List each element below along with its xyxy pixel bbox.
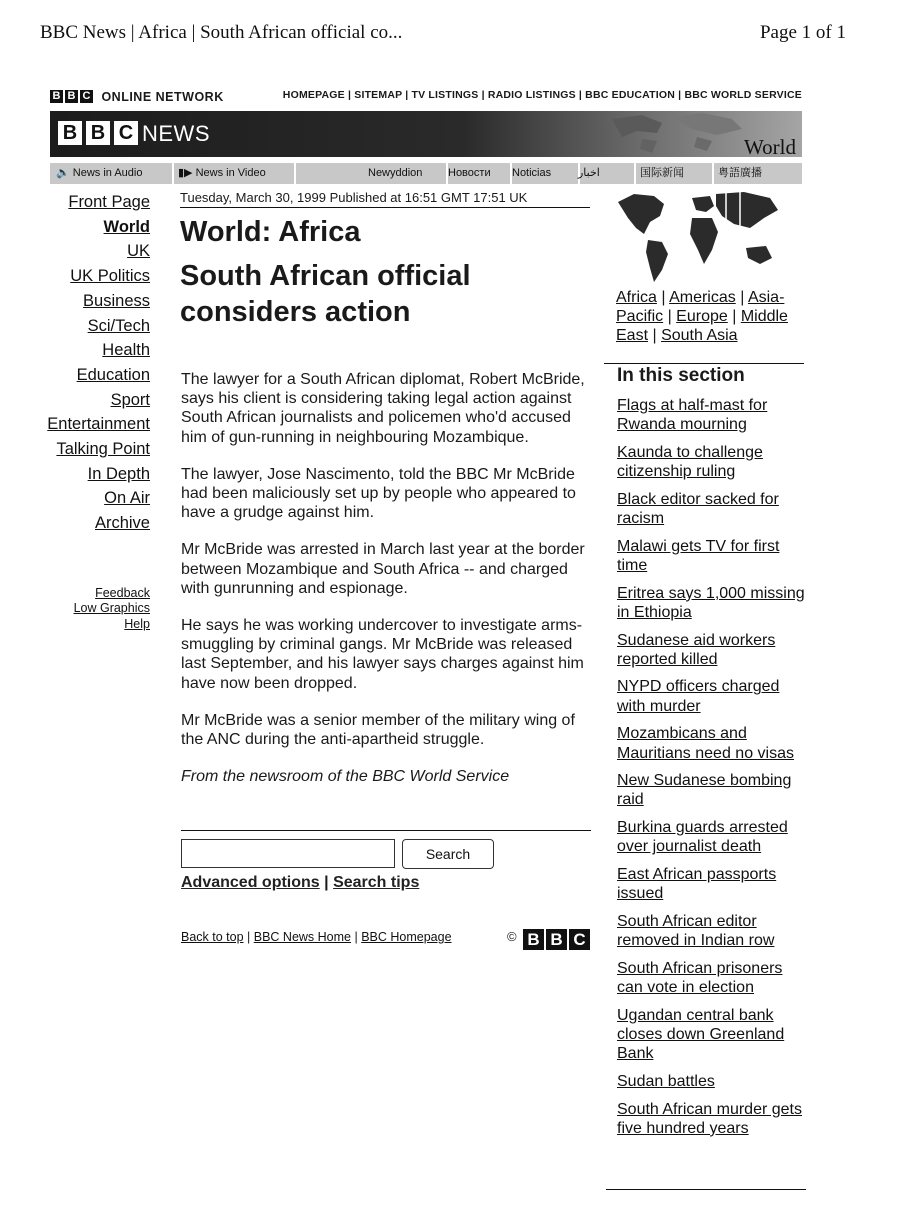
article-credit: From the newsroom of the BBC World Service: [181, 768, 510, 786]
article-paragraph: He says he was working undercover to investigate arms-smuggling by criminal gangs. Mr McBride was released last September, and his lawyer says charges against him have now been dropped.: [181, 617, 584, 692]
utility-links: [40, 586, 150, 633]
lang-welsh-link[interactable]: Newyddion: [362, 163, 448, 184]
divider: [181, 830, 591, 831]
left-navigation: [40, 190, 150, 632]
lang-arabic-link[interactable]: اخبار: [572, 163, 636, 184]
feedback-link[interactable]: Feedback: [95, 585, 150, 600]
nav-front-page[interactable]: Front Page: [68, 193, 150, 211]
world-map-icon[interactable]: [614, 188, 782, 286]
section-story-link[interactable]: Ugandan central bank closes down Greenland Bank: [617, 1006, 785, 1063]
page-number: Page 1 of 1: [759, 22, 846, 43]
section-story-link[interactable]: New Sudanese bombing raid: [617, 772, 792, 809]
footer-links: Back to top | BBC News Home | BBC Homepage: [181, 930, 452, 944]
article-paragraph: Mr McBride was a senior member of the military wing of the ANC during the anti-apartheid struggle.: [181, 711, 575, 749]
bbc-news-home-link[interactable]: BBC News Home: [253, 930, 351, 944]
lang-spanish-link[interactable]: Noticias: [506, 163, 580, 184]
footer-bbc-logo[interactable]: © B B C: [507, 929, 590, 950]
nav-sci-tech[interactable]: Sci/Tech: [87, 316, 150, 335]
in-this-section-heading: In this section: [617, 365, 745, 386]
nav-uk-politics[interactable]: UK Politics: [70, 267, 150, 286]
speaker-icon: 🔈: [56, 167, 70, 179]
world-map-graphic-icon: [602, 111, 762, 157]
region-americas-link[interactable]: Americas: [669, 289, 736, 306]
section-story-link[interactable]: Eritrea says 1,000 missing in Ethiopia: [617, 584, 805, 621]
network-bar: [50, 88, 802, 104]
section-story-link[interactable]: Flags at half-mast for Rwanda mourning: [617, 397, 768, 434]
lang-cantonese-link[interactable]: 粤語廣播: [718, 167, 762, 179]
section-story-link[interactable]: Sudanese aid workers reported killed: [617, 631, 776, 668]
nav-business[interactable]: Business: [83, 291, 150, 310]
article-paragraph: Mr McBride was arrested in March last year at the border between Mozambique and South Africa -- and charged with gunrunning and espionage.: [181, 541, 585, 597]
bbc-logo[interactable]: B B C: [58, 121, 140, 145]
lang-chinese-link[interactable]: 国际新闻: [634, 163, 714, 184]
nav-in-depth[interactable]: In Depth: [87, 464, 150, 483]
section-story-link[interactable]: Burkina guards arrested over journalist death: [617, 819, 788, 856]
nav-entertainment[interactable]: Entertainment: [47, 415, 150, 434]
region-europe-link[interactable]: Europe: [676, 308, 728, 326]
search-options: [181, 874, 419, 892]
article-paragraph: The lawyer for a South African diplomat, Robert McBride, says his client is considering taking legal action against South African journalists and policemen who'd accused him of gun-running in neighbouring Mozambique.: [181, 371, 585, 446]
article-paragraph: The lawyer, Jose Nascimento, told the BBC Mr McBride had been maliciously set up by people who appeared to have a grudge against him.: [181, 465, 576, 522]
in-this-section-list: [617, 396, 807, 1147]
lang-russian-link[interactable]: Новости: [442, 163, 512, 184]
region-middle-east-link[interactable]: Middle East: [616, 308, 788, 345]
divider: [604, 363, 804, 364]
copyright-icon: ©: [507, 929, 517, 944]
news-in-video-link[interactable]: ▮▶ News in Video: [172, 163, 296, 184]
section-story-link[interactable]: Malawi gets TV for first time: [617, 537, 780, 574]
back-to-top-link[interactable]: Back to top: [181, 930, 244, 944]
article-headline: South African official considers action: [180, 260, 471, 328]
section-wordmark: World: [744, 135, 796, 157]
region-asia-pacific-link[interactable]: Asia-Pacific: [616, 289, 785, 326]
search-input[interactable]: [181, 839, 395, 868]
search-button[interactable]: Search: [402, 839, 494, 869]
section-story-link[interactable]: NYPD officers charged with murder: [617, 678, 780, 715]
help-link[interactable]: Help: [124, 616, 150, 631]
nav-health[interactable]: Health: [102, 341, 150, 360]
section-story-link[interactable]: Black editor sacked for racism: [617, 490, 779, 528]
section-story-link[interactable]: East African passports issued: [617, 866, 777, 903]
region-links: Africa | Americas | Asia-Pacific | Europe | Middle East | South Asia: [616, 289, 788, 345]
bbc-homepage-link[interactable]: BBC Homepage: [361, 930, 452, 944]
bbc-news-banner: [50, 111, 802, 157]
nav-uk[interactable]: UK: [127, 242, 150, 261]
nav-archive[interactable]: Archive: [94, 514, 150, 533]
low-graphics-link[interactable]: Low Graphics: [73, 601, 150, 616]
region-south-asia-link[interactable]: South Asia: [661, 327, 738, 345]
nav-on-air[interactable]: On Air: [104, 489, 150, 508]
nav-talking-point[interactable]: Talking Point: [56, 440, 150, 459]
section-story-link[interactable]: South African editor removed in Indian row: [617, 912, 775, 950]
section-story-link[interactable]: Sudan battles: [617, 1072, 715, 1090]
network-label: ONLINE NETWORK: [101, 89, 224, 104]
search-tips-link[interactable]: Search tips: [333, 874, 420, 891]
section-story-link[interactable]: Mozambicans and Mauritians need no visas: [617, 725, 794, 762]
media-language-bar: [50, 163, 802, 184]
divider: [606, 1189, 806, 1190]
region-africa-link[interactable]: Africa: [616, 289, 657, 306]
section-story-link[interactable]: Kaunda to challenge citizenship ruling: [617, 443, 763, 481]
print-header-title: BBC News | Africa | South African official co...: [40, 22, 403, 43]
article-body: [181, 370, 591, 804]
section-story-link[interactable]: South African prisoners can vote in election: [617, 959, 783, 997]
section-story-link[interactable]: South African murder gets five hundred years: [617, 1100, 802, 1137]
news-wordmark: NEWS: [142, 121, 210, 146]
section-title: World: Africa: [180, 216, 361, 248]
article-dateline: Tuesday, March 30, 1999 Published at 16:51 GMT 17:51 UK: [180, 190, 590, 208]
bbc-small-logo[interactable]: B B C: [50, 90, 93, 103]
nav-education[interactable]: Education: [76, 365, 150, 384]
camera-icon: ▮▶: [178, 167, 193, 179]
news-in-audio-link[interactable]: 🔈 News in Audio: [50, 163, 174, 184]
separator: |: [324, 874, 329, 891]
advanced-options-link[interactable]: Advanced options: [181, 874, 320, 891]
nav-world[interactable]: World: [103, 217, 150, 236]
network-links[interactable]: HOMEPAGE | SITEMAP | TV LISTINGS | RADIO LISTINGS | BBC EDUCATION | BBC WORLD SERVICE: [282, 89, 802, 101]
nav-sport[interactable]: Sport: [110, 390, 150, 409]
